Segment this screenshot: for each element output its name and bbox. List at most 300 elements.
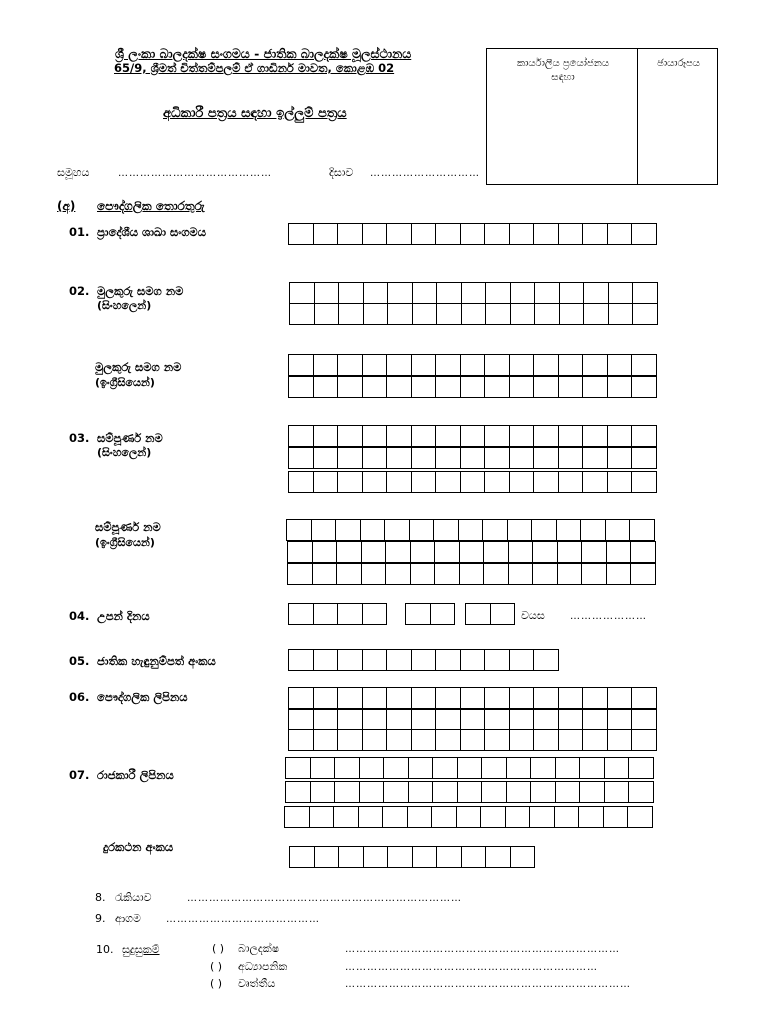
official-address-row1[interactable] (285, 757, 654, 779)
char-box[interactable] (314, 303, 340, 325)
char-box[interactable] (408, 781, 434, 803)
char-box[interactable] (557, 563, 583, 585)
char-box[interactable] (338, 846, 364, 868)
char-box[interactable] (509, 447, 535, 469)
char-box[interactable] (582, 223, 608, 245)
char-box[interactable] (385, 541, 411, 563)
char-box[interactable] (312, 563, 338, 585)
char-box[interactable] (607, 354, 633, 376)
char-box[interactable] (436, 282, 462, 304)
char-box[interactable] (604, 781, 630, 803)
char-box[interactable] (532, 563, 558, 585)
personal-address-row2[interactable] (288, 709, 657, 731)
char-box[interactable] (411, 425, 437, 447)
age-field[interactable]: ………………… (570, 611, 647, 622)
char-box[interactable] (314, 282, 340, 304)
char-box[interactable] (533, 376, 559, 398)
char-box[interactable] (411, 709, 437, 731)
char-box[interactable] (582, 376, 608, 398)
char-box[interactable] (460, 687, 486, 709)
char-box[interactable] (412, 303, 438, 325)
char-box[interactable] (509, 649, 535, 671)
char-box[interactable] (313, 603, 339, 625)
full-name-sinhala-row3[interactable] (288, 471, 657, 493)
char-box[interactable] (284, 806, 310, 828)
char-box[interactable] (607, 709, 633, 731)
char-box[interactable] (606, 563, 632, 585)
char-box[interactable] (582, 425, 608, 447)
char-box[interactable] (313, 223, 339, 245)
char-box[interactable] (288, 471, 314, 493)
char-box[interactable] (582, 729, 608, 751)
char-box[interactable] (557, 541, 583, 563)
char-box[interactable] (288, 425, 314, 447)
char-box[interactable] (555, 781, 581, 803)
char-box[interactable] (533, 709, 559, 731)
char-box[interactable] (436, 846, 462, 868)
char-box[interactable] (285, 757, 311, 779)
char-box[interactable] (632, 282, 658, 304)
char-box[interactable] (386, 447, 412, 469)
char-box[interactable] (289, 846, 315, 868)
char-box[interactable] (410, 541, 436, 563)
char-box[interactable] (288, 447, 314, 469)
char-box[interactable] (485, 846, 511, 868)
full-name-sinhala-row2[interactable] (288, 447, 657, 469)
qualification-education-field[interactable]: …………………………………………………………… (345, 962, 598, 973)
char-box[interactable] (289, 282, 315, 304)
char-box[interactable] (431, 806, 457, 828)
char-box[interactable] (580, 519, 606, 541)
char-box[interactable] (608, 282, 634, 304)
char-box[interactable] (465, 603, 491, 625)
char-box[interactable] (434, 541, 460, 563)
char-box[interactable] (411, 649, 437, 671)
char-box[interactable] (313, 376, 339, 398)
char-box[interactable] (334, 781, 360, 803)
qualification-professional-checkbox[interactable]: ( ) (210, 977, 223, 990)
qualification-education-checkbox[interactable]: ( ) (210, 960, 223, 973)
birth-month-boxes[interactable] (405, 603, 455, 625)
char-box[interactable] (530, 757, 556, 779)
char-box[interactable] (337, 687, 363, 709)
char-box[interactable] (558, 729, 584, 751)
char-box[interactable] (460, 447, 486, 469)
char-box[interactable] (534, 282, 560, 304)
char-box[interactable] (554, 806, 580, 828)
name-initials-sinhala-row2[interactable] (289, 303, 658, 325)
personal-address-row1[interactable] (288, 687, 657, 709)
char-box[interactable] (506, 757, 532, 779)
char-box[interactable] (484, 425, 510, 447)
char-box[interactable] (459, 541, 485, 563)
char-box[interactable] (509, 729, 535, 751)
char-box[interactable] (483, 541, 509, 563)
char-box[interactable] (313, 447, 339, 469)
char-box[interactable] (411, 223, 437, 245)
char-box[interactable] (460, 471, 486, 493)
char-box[interactable] (460, 729, 486, 751)
char-box[interactable] (606, 541, 632, 563)
char-box[interactable] (433, 519, 459, 541)
char-box[interactable] (362, 425, 388, 447)
char-box[interactable] (534, 303, 560, 325)
char-box[interactable] (533, 425, 559, 447)
char-box[interactable] (436, 303, 462, 325)
char-box[interactable] (333, 806, 359, 828)
char-box[interactable] (335, 519, 361, 541)
official-address-row2[interactable] (285, 781, 654, 803)
char-box[interactable] (435, 649, 461, 671)
char-box[interactable] (460, 425, 486, 447)
char-box[interactable] (363, 282, 389, 304)
char-box[interactable] (581, 541, 607, 563)
char-box[interactable] (459, 563, 485, 585)
char-box[interactable] (358, 806, 384, 828)
char-box[interactable] (411, 376, 437, 398)
char-box[interactable] (386, 687, 412, 709)
regional-branch-boxes[interactable] (288, 223, 657, 245)
full-name-english-row3[interactable] (287, 563, 656, 585)
char-box[interactable] (457, 781, 483, 803)
char-box[interactable] (509, 425, 535, 447)
char-box[interactable] (288, 709, 314, 731)
char-box[interactable] (558, 687, 584, 709)
name-initials-english-row1[interactable] (288, 354, 657, 376)
char-box[interactable] (309, 806, 335, 828)
char-box[interactable] (485, 303, 511, 325)
char-box[interactable] (533, 354, 559, 376)
char-box[interactable] (556, 519, 582, 541)
char-box[interactable] (509, 709, 535, 731)
char-box[interactable] (510, 846, 536, 868)
char-box[interactable] (435, 729, 461, 751)
char-box[interactable] (631, 376, 657, 398)
char-box[interactable] (362, 709, 388, 731)
char-box[interactable] (508, 563, 534, 585)
char-box[interactable] (485, 282, 511, 304)
char-box[interactable] (508, 541, 534, 563)
char-box[interactable] (435, 425, 461, 447)
full-name-english-row2[interactable] (287, 541, 656, 563)
char-box[interactable] (337, 603, 363, 625)
char-box[interactable] (362, 603, 388, 625)
char-box[interactable] (386, 729, 412, 751)
char-box[interactable] (430, 603, 456, 625)
qualification-scout-field[interactable]: ………………………………………………………………… (345, 944, 620, 955)
char-box[interactable] (578, 806, 604, 828)
char-box[interactable] (480, 806, 506, 828)
char-box[interactable] (533, 447, 559, 469)
char-box[interactable] (484, 729, 510, 751)
char-box[interactable] (532, 541, 558, 563)
char-box[interactable] (386, 709, 412, 731)
char-box[interactable] (481, 781, 507, 803)
char-box[interactable] (509, 471, 535, 493)
char-box[interactable] (382, 806, 408, 828)
char-box[interactable] (411, 447, 437, 469)
char-box[interactable] (338, 282, 364, 304)
char-box[interactable] (337, 729, 363, 751)
char-box[interactable] (607, 447, 633, 469)
char-box[interactable] (484, 471, 510, 493)
char-box[interactable] (411, 687, 437, 709)
qualification-professional-field[interactable]: …………………………………………………………………… (345, 979, 631, 990)
photo-box[interactable] (637, 48, 718, 185)
char-box[interactable] (287, 563, 313, 585)
char-box[interactable] (334, 757, 360, 779)
char-box[interactable] (362, 687, 388, 709)
char-box[interactable] (509, 354, 535, 376)
char-box[interactable] (605, 519, 631, 541)
char-box[interactable] (461, 303, 487, 325)
nic-number-boxes[interactable] (288, 649, 559, 671)
char-box[interactable] (631, 425, 657, 447)
full-name-sinhala-row1[interactable] (288, 425, 657, 447)
char-box[interactable] (435, 376, 461, 398)
char-box[interactable] (509, 687, 535, 709)
char-box[interactable] (631, 709, 657, 731)
char-box[interactable] (363, 846, 389, 868)
char-box[interactable] (314, 846, 340, 868)
birth-day-boxes[interactable] (465, 603, 515, 625)
char-box[interactable] (288, 223, 314, 245)
char-box[interactable] (582, 687, 608, 709)
char-box[interactable] (608, 303, 634, 325)
char-box[interactable] (579, 757, 605, 779)
char-box[interactable] (434, 563, 460, 585)
char-box[interactable] (484, 447, 510, 469)
char-box[interactable] (531, 519, 557, 541)
char-box[interactable] (387, 846, 413, 868)
char-box[interactable] (362, 223, 388, 245)
char-box[interactable] (558, 447, 584, 469)
full-name-english-row1[interactable] (286, 519, 655, 541)
char-box[interactable] (583, 282, 609, 304)
char-box[interactable] (484, 687, 510, 709)
char-box[interactable] (313, 709, 339, 731)
char-box[interactable] (337, 709, 363, 731)
char-box[interactable] (337, 447, 363, 469)
birth-year-boxes[interactable] (288, 603, 387, 625)
char-box[interactable] (510, 282, 536, 304)
char-box[interactable] (288, 376, 314, 398)
char-box[interactable] (336, 563, 362, 585)
char-box[interactable] (288, 354, 314, 376)
char-box[interactable] (604, 757, 630, 779)
char-box[interactable] (363, 303, 389, 325)
char-box[interactable] (337, 471, 363, 493)
char-box[interactable] (313, 729, 339, 751)
char-box[interactable] (362, 649, 388, 671)
char-box[interactable] (312, 541, 338, 563)
char-box[interactable] (461, 282, 487, 304)
char-box[interactable] (410, 563, 436, 585)
group-field[interactable]: …………………………………… (118, 168, 272, 179)
char-box[interactable] (533, 223, 559, 245)
char-box[interactable] (313, 649, 339, 671)
char-box[interactable] (386, 223, 412, 245)
district-field[interactable]: ………………………… (370, 168, 480, 179)
char-box[interactable] (313, 425, 339, 447)
char-box[interactable] (510, 303, 536, 325)
char-box[interactable] (631, 447, 657, 469)
char-box[interactable] (631, 729, 657, 751)
char-box[interactable] (385, 563, 411, 585)
char-box[interactable] (460, 223, 486, 245)
char-box[interactable] (558, 425, 584, 447)
qualification-scout-checkbox[interactable]: ( ) (212, 942, 225, 955)
char-box[interactable] (627, 806, 653, 828)
official-address-row3[interactable] (284, 806, 653, 828)
char-box[interactable] (337, 354, 363, 376)
char-box[interactable] (558, 354, 584, 376)
char-box[interactable] (631, 223, 657, 245)
char-box[interactable] (288, 687, 314, 709)
char-box[interactable] (313, 471, 339, 493)
char-box[interactable] (533, 687, 559, 709)
char-box[interactable] (582, 447, 608, 469)
char-box[interactable] (460, 376, 486, 398)
char-box[interactable] (460, 709, 486, 731)
char-box[interactable] (337, 376, 363, 398)
char-box[interactable] (285, 781, 311, 803)
religion-field[interactable]: …………………………………… (166, 914, 320, 925)
char-box[interactable] (432, 781, 458, 803)
char-box[interactable] (411, 471, 437, 493)
char-box[interactable] (505, 806, 531, 828)
char-box[interactable] (461, 846, 487, 868)
char-box[interactable] (383, 781, 409, 803)
char-box[interactable] (435, 709, 461, 731)
char-box[interactable] (607, 687, 633, 709)
char-box[interactable] (484, 376, 510, 398)
char-box[interactable] (555, 757, 581, 779)
char-box[interactable] (484, 709, 510, 731)
char-box[interactable] (631, 354, 657, 376)
char-box[interactable] (337, 649, 363, 671)
char-box[interactable] (460, 649, 486, 671)
phone-number-boxes[interactable] (289, 846, 535, 868)
char-box[interactable] (384, 519, 410, 541)
char-box[interactable] (628, 757, 654, 779)
char-box[interactable] (435, 354, 461, 376)
char-box[interactable] (533, 649, 559, 671)
char-box[interactable] (288, 649, 314, 671)
char-box[interactable] (607, 376, 633, 398)
char-box[interactable] (287, 541, 313, 563)
char-box[interactable] (607, 425, 633, 447)
occupation-field[interactable]: ………………………………………………………………… (187, 893, 462, 904)
char-box[interactable] (629, 519, 655, 541)
char-box[interactable] (387, 282, 413, 304)
char-box[interactable] (506, 781, 532, 803)
char-box[interactable] (507, 519, 533, 541)
char-box[interactable] (530, 781, 556, 803)
char-box[interactable] (310, 781, 336, 803)
char-box[interactable] (630, 563, 656, 585)
char-box[interactable] (581, 563, 607, 585)
char-box[interactable] (582, 471, 608, 493)
char-box[interactable] (411, 729, 437, 751)
personal-address-row3[interactable] (288, 729, 657, 751)
char-box[interactable] (288, 729, 314, 751)
char-box[interactable] (361, 541, 387, 563)
char-box[interactable] (360, 519, 386, 541)
char-box[interactable] (482, 519, 508, 541)
char-box[interactable] (409, 519, 435, 541)
char-box[interactable] (432, 757, 458, 779)
char-box[interactable] (383, 757, 409, 779)
char-box[interactable] (509, 376, 535, 398)
char-box[interactable] (559, 282, 585, 304)
char-box[interactable] (607, 223, 633, 245)
char-box[interactable] (579, 781, 605, 803)
char-box[interactable] (435, 471, 461, 493)
char-box[interactable] (481, 757, 507, 779)
char-box[interactable] (533, 729, 559, 751)
char-box[interactable] (435, 687, 461, 709)
char-box[interactable] (387, 303, 413, 325)
char-box[interactable] (458, 519, 484, 541)
name-initials-sinhala-row1[interactable] (289, 282, 658, 304)
char-box[interactable] (583, 303, 609, 325)
char-box[interactable] (628, 781, 654, 803)
char-box[interactable] (529, 806, 555, 828)
char-box[interactable] (338, 303, 364, 325)
char-box[interactable] (411, 354, 437, 376)
char-box[interactable] (582, 709, 608, 731)
char-box[interactable] (558, 709, 584, 731)
char-box[interactable] (408, 757, 434, 779)
char-box[interactable] (386, 649, 412, 671)
char-box[interactable] (484, 223, 510, 245)
char-box[interactable] (359, 781, 385, 803)
char-box[interactable] (405, 603, 431, 625)
char-box[interactable] (362, 471, 388, 493)
char-box[interactable] (607, 729, 633, 751)
char-box[interactable] (289, 303, 315, 325)
char-box[interactable] (456, 806, 482, 828)
char-box[interactable] (558, 376, 584, 398)
char-box[interactable] (288, 603, 314, 625)
char-box[interactable] (632, 303, 658, 325)
char-box[interactable] (509, 223, 535, 245)
char-box[interactable] (631, 471, 657, 493)
char-box[interactable] (558, 471, 584, 493)
char-box[interactable] (490, 603, 516, 625)
char-box[interactable] (435, 447, 461, 469)
char-box[interactable] (484, 649, 510, 671)
char-box[interactable] (362, 354, 388, 376)
char-box[interactable] (313, 354, 339, 376)
char-box[interactable] (457, 757, 483, 779)
char-box[interactable] (559, 303, 585, 325)
char-box[interactable] (361, 563, 387, 585)
char-box[interactable] (311, 519, 337, 541)
char-box[interactable] (631, 687, 657, 709)
char-box[interactable] (359, 757, 385, 779)
char-box[interactable] (386, 354, 412, 376)
char-box[interactable] (286, 519, 312, 541)
char-box[interactable] (483, 563, 509, 585)
char-box[interactable] (460, 354, 486, 376)
char-box[interactable] (362, 376, 388, 398)
char-box[interactable] (630, 541, 656, 563)
char-box[interactable] (337, 425, 363, 447)
name-initials-english-row2[interactable] (288, 376, 657, 398)
char-box[interactable] (607, 471, 633, 493)
